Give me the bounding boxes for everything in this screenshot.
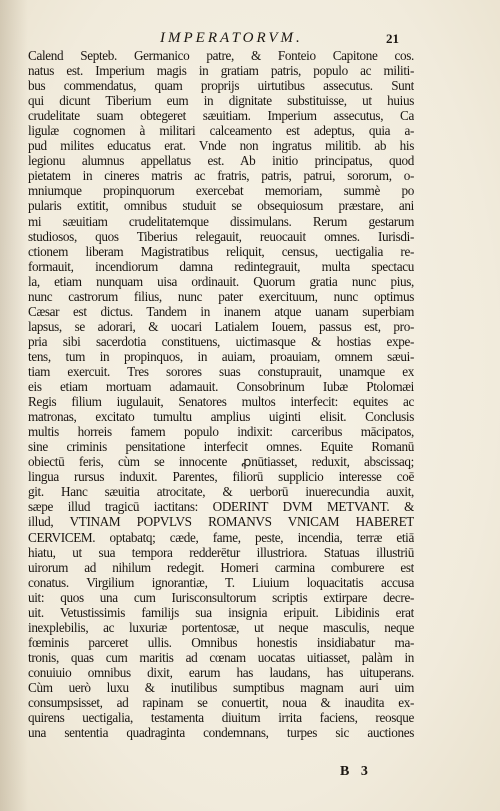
text-line: conatus. Virgilium ignorantiæ, T. Liuium loquacitatis accusa <box>28 574 414 590</box>
text-line: formauit, incendiorum damna redintegrauit, multa spectacu <box>28 258 414 274</box>
text-line: uit. Vetustissimis familijs sua insignia eripuit. Libidinis erat <box>28 604 414 620</box>
text-line: bus commendatus, quam proprijs uirtutibus assecutus. Sunt <box>28 78 414 94</box>
text-line: CERVICEM. optabatq; cæde, fame, peste, incendia, terræ etiā <box>28 529 414 545</box>
text-line: lapsus, se adorari, & uocari Latialem Iouem, passus est, pro- <box>28 318 414 334</box>
gutter-shadow <box>0 0 28 811</box>
text-line: uirorum ad nihilum redegit. Homeri carmina comburere est <box>28 559 414 575</box>
text-line: Cùm uerò luxu & inutilibus sumptibus magnam auri uim <box>28 679 414 695</box>
text-line: sæpe illud tragicū iactitans: ODERINT DVM METVANT. & <box>28 499 414 515</box>
running-head <box>0 30 500 50</box>
text-line: la, etiam nunquam uisa ordinauit. Quorum gratia nunc pius, <box>28 273 414 289</box>
text-line: consumpsisset, ad rapinam se conuertit, noua & inaudita ex- <box>28 695 414 711</box>
text-line: eis etiam mortuam adamauit. Consobrinum Iubæ Ptolomæi <box>28 379 414 395</box>
text-line: obiectū feris, cùm se innocente ꝓnūtiasset, reduxit, abscissaq; <box>28 454 414 470</box>
text-line: hiatu, ut sua tempora redderētur illustriora. Statuas illustriū <box>28 544 414 560</box>
text-line: multis horreis famem populo indixit: carceribus mācipatos, <box>28 424 414 440</box>
text-line: illud, VTINAM POPVLVS ROMANVS VNICAM HABERET <box>28 514 414 530</box>
running-title: IMPERATORVM. <box>160 30 303 46</box>
text-line: pularis extitit, omnibus studuit se obsequiosum præstare, ani <box>28 198 414 214</box>
text-line: lingua rursus induxit. Parentes, filiorū supplicio interesse coē <box>28 469 414 485</box>
text-line: Calend Septeb. Germanico patre, & Fonteio Capitone cos. <box>28 48 414 63</box>
text-line: pietatem in cineres matris ac fratris, patris, patrui, sororum, o- <box>28 168 414 184</box>
text-line: pria sibi sacerdotia constituens, uictimasque & hostias expe- <box>28 333 414 349</box>
text-line: ligulæ cognomen à militari calceamento est adeptus, quia a- <box>28 123 414 139</box>
text-line: qui dicunt Tiberium eum in dignitate substituisse, ut huius <box>28 93 414 109</box>
text-line: mniumque propinquorum exercebat memoriam, summè po <box>28 183 414 199</box>
text-line: sine criminis pensitatione interfecit omnes. Equite Romanū <box>28 439 414 455</box>
text-line: fœminis parceret ullis. Omnibus honestis insidiabatur ma- <box>28 634 414 650</box>
text-line: quirens uectigalia, testamenta diuitum irrita faciens, reosque <box>28 710 414 726</box>
text-line: conuiuio omnibus dixit, earum has laudans, has uituperans. <box>28 664 414 680</box>
text-line: matronas, excitato tumultu amplius uiginti elisit. Conclusis <box>28 409 414 425</box>
text-line: Regis filium iugulauit, Senatores multos interfecit: equites ac <box>28 394 414 410</box>
text-line: studiosos, quos Tiberius relegauit, reuocauit omnes. Iurisdi- <box>28 228 414 244</box>
text-line: pud milites educatus erat. Vnde non ingratus militib. ab his <box>28 138 414 154</box>
text-line: una sententia quadraginta condemnans, turpes sic auctiones <box>28 725 414 741</box>
text-line: crudelitate suam obtegeret sæuitiam. Imperium assecutus, Ca <box>28 108 414 124</box>
text-line: nunc castrorum filius, nunc pater exercituum, nunc optimus <box>28 288 414 304</box>
text-line: inexplebilis, ac luxuriæ portentosæ, ut neque masculis, neque <box>28 619 414 635</box>
text-line: natus est. Imperium magis in gratiam patris, populo ac militi- <box>28 63 414 79</box>
text-line: tiam exercuit. Tres sorores suas constuprauit, unamque ex <box>28 363 414 379</box>
page-number: 21 <box>386 31 399 46</box>
text-line: tronis, quas cum maritis ad cœnam uocatas uitiasset, palàm in <box>28 649 414 665</box>
text-line: tens, tum in propinquos, in auiam, proauiam, omnem sæui- <box>28 348 414 364</box>
text-line: git. Hanc sæuitia atrocitate, & uerborū inuerecundia auxit, <box>28 484 414 500</box>
text-line: legionu alumnus appellatus est. Ab initio principatus, quod <box>28 153 414 169</box>
text-line: Cæsar est dictus. Tandem in inanem atque uanam superbiam <box>28 303 414 319</box>
body-text <box>28 48 414 740</box>
text-line: ctionem liberam Magistratibus reliquit, census, uectigalia re- <box>28 243 414 259</box>
text-line: uit: quos una cum Iurisconsultorum scriptis extirpare decre- <box>28 589 414 605</box>
text-line: mi sæuitiam crudelitatemque dissimulans. Rerum gestarum <box>28 213 414 229</box>
signature-mark: B 3 <box>340 764 372 779</box>
